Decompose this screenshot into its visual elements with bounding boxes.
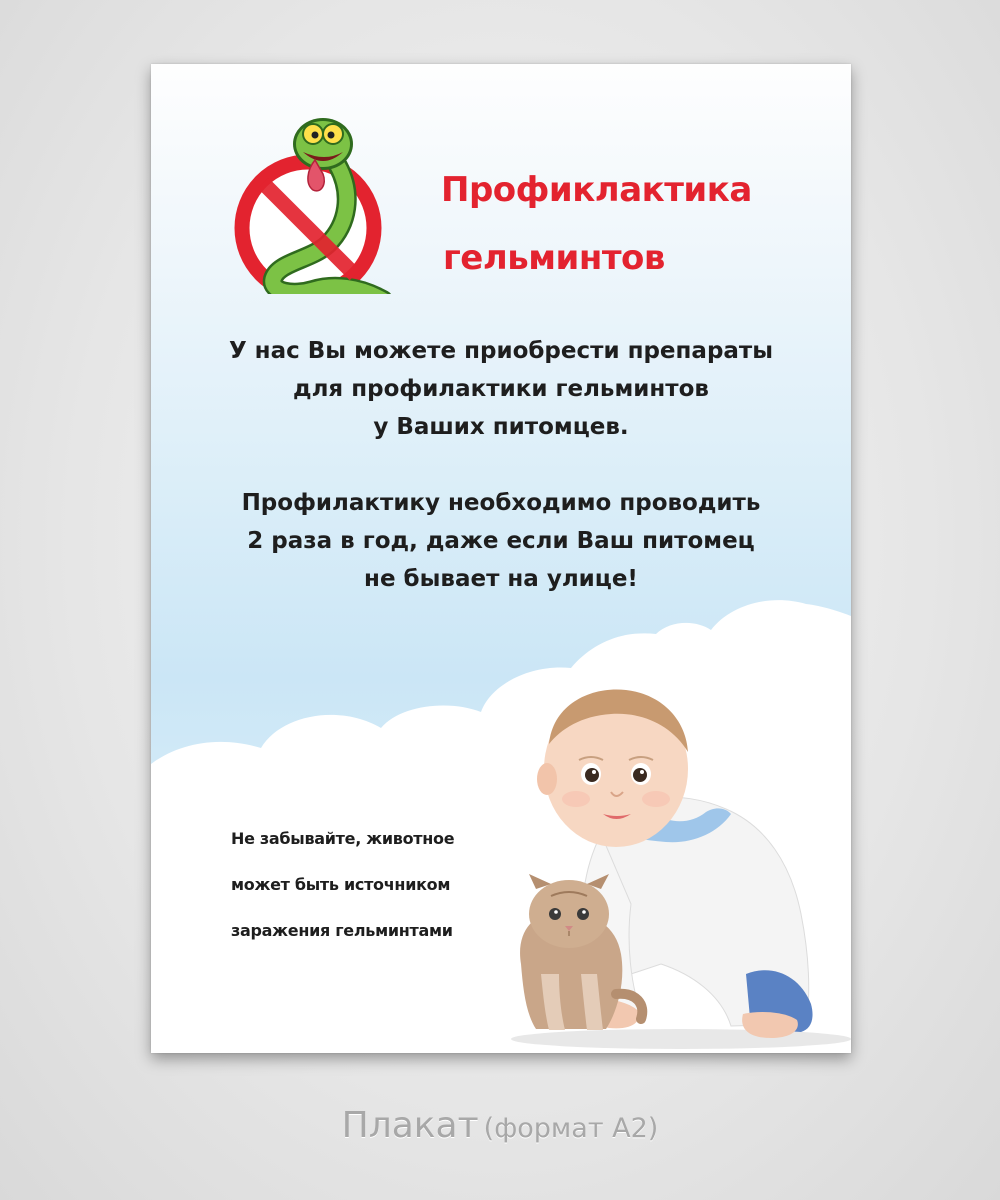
title-line-2: гельминтов	[443, 238, 665, 278]
poster-title	[441, 156, 841, 292]
poster	[151, 64, 851, 1053]
poster-caption	[0, 1105, 1000, 1146]
baby-with-kitten-photo	[481, 674, 851, 1053]
offer-paragraph	[151, 332, 851, 446]
frequency-line-1: Профилактику необходимо проводить	[241, 490, 761, 516]
reminder-line-3: заражения гельминтами	[231, 921, 453, 940]
offer-line-2: для профилактики гельминтов	[293, 376, 709, 402]
reminder-text	[231, 816, 521, 954]
offer-line-1: У нас Вы можете приобрести препараты	[228, 338, 774, 364]
main-message	[151, 332, 851, 598]
title-line-1: Профиклактика	[441, 170, 752, 210]
reminder-line-2: может быть источником	[231, 875, 451, 894]
no-worms-sign-icon	[233, 104, 398, 294]
caption-format: (формат А2)	[483, 1113, 659, 1144]
frequency-line-2: 2 раза в год, даже если Ваш питомец	[247, 528, 755, 554]
frequency-paragraph	[151, 484, 851, 598]
offer-line-3: у Ваших питомцев.	[373, 414, 629, 440]
frequency-line-3: не бывает на улице!	[364, 566, 638, 592]
reminder-line-1: Не забывайте, животное	[231, 829, 455, 848]
caption-main: Плакат	[341, 1105, 479, 1146]
